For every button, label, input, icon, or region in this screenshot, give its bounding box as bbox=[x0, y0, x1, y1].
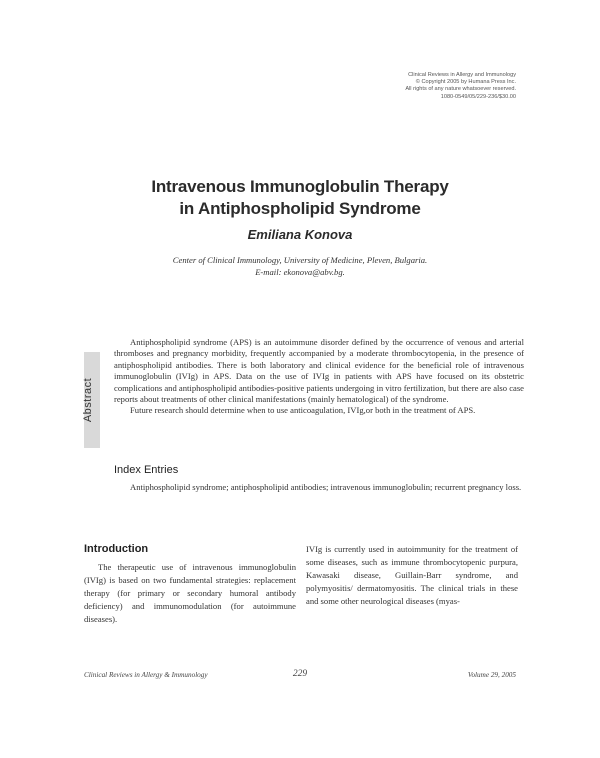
abstract-body bbox=[114, 337, 524, 417]
index-entries-text: Antiphospholipid syndrome; antiphospholipid antibodies; intravenous immunoglobulin; recurrent pregnancy loss. bbox=[130, 482, 522, 492]
abstract-side-label bbox=[76, 352, 100, 448]
journal-header-line: © Copyright 2005 by Humana Press Inc. bbox=[415, 79, 516, 86]
journal-header-line: All rights of any nature whatsoever reserved. bbox=[405, 86, 516, 93]
article-title-line: in Antiphospholipid Syndrome bbox=[179, 199, 421, 218]
article-title-line: Intravenous Immunoglobulin Therapy bbox=[151, 177, 449, 196]
journal-header-line: Clinical Reviews in Allergy and Immunology bbox=[408, 72, 516, 78]
email-line: E-mail: ekonova@abv.bg. bbox=[255, 267, 345, 277]
journal-header-line: 1080-0549/05/229-236/$30.00 bbox=[440, 93, 516, 100]
introduction-right-column: IVIg is currently used in autoimmunity for the treatment of some diseases, such as immune thrombocytopenic purpura, Kawasaki disease, Guillain-Barr syndrome, and polymyositis/ dermatomyositis. The clinical trials in these and some other neurological diseases (myas- bbox=[306, 544, 518, 606]
author-name: Emiliana Konova bbox=[247, 227, 353, 242]
footer-journal-name: Clinical Reviews in Allergy & Immunology bbox=[84, 671, 208, 679]
journal-header bbox=[276, 72, 516, 101]
abstract-paragraph: Future research should determine when to use anticoagulation, IVIg,or both in the treatment of APS. bbox=[130, 405, 476, 416]
affiliation-line: Center of Clinical Immunology, University of Medicine, Pleven, Bulgaria. bbox=[172, 255, 428, 265]
footer-volume: Volume 29, 2005 bbox=[467, 671, 516, 679]
abstract-paragraph: Antiphospholipid syndrome (APS) is an autoimmune disorder defined by the occurrence of venous and arterial thromboses and pregnancy morbidity, frequently accompanied by a moderate thrombocytopenia, in the presence of antiphospholipid antibodies. There is both laboratory and clinical evidence for the beneficial role of intravenous immunoglobulin (IVIg) in APS. Data on the use of IVIg in patients with APS have focused on its obstetric complications and antiphospholipid antibodies-positive patients undergoing in vitro fertilization, but there are also case reports about treatments of other clinical manifestations (mainly hematological) of the syndrome. bbox=[114, 337, 524, 405]
article-title bbox=[0, 176, 600, 220]
abstract-label-text: Abstract bbox=[82, 377, 94, 423]
footer-page-number: 229 bbox=[292, 669, 308, 679]
author-affiliation bbox=[100, 254, 500, 278]
introduction-left-column: The therapeutic use of intravenous immunoglobulin (IVIg) is based on two fundamental strategies: replacement therapy (for primary or secondary humoral antibody deficiency) and immunomodulation (for autoimmune diseases). bbox=[84, 562, 296, 624]
index-entries-heading: Index Entries bbox=[114, 464, 179, 476]
introduction-heading: Introduction bbox=[84, 543, 149, 555]
